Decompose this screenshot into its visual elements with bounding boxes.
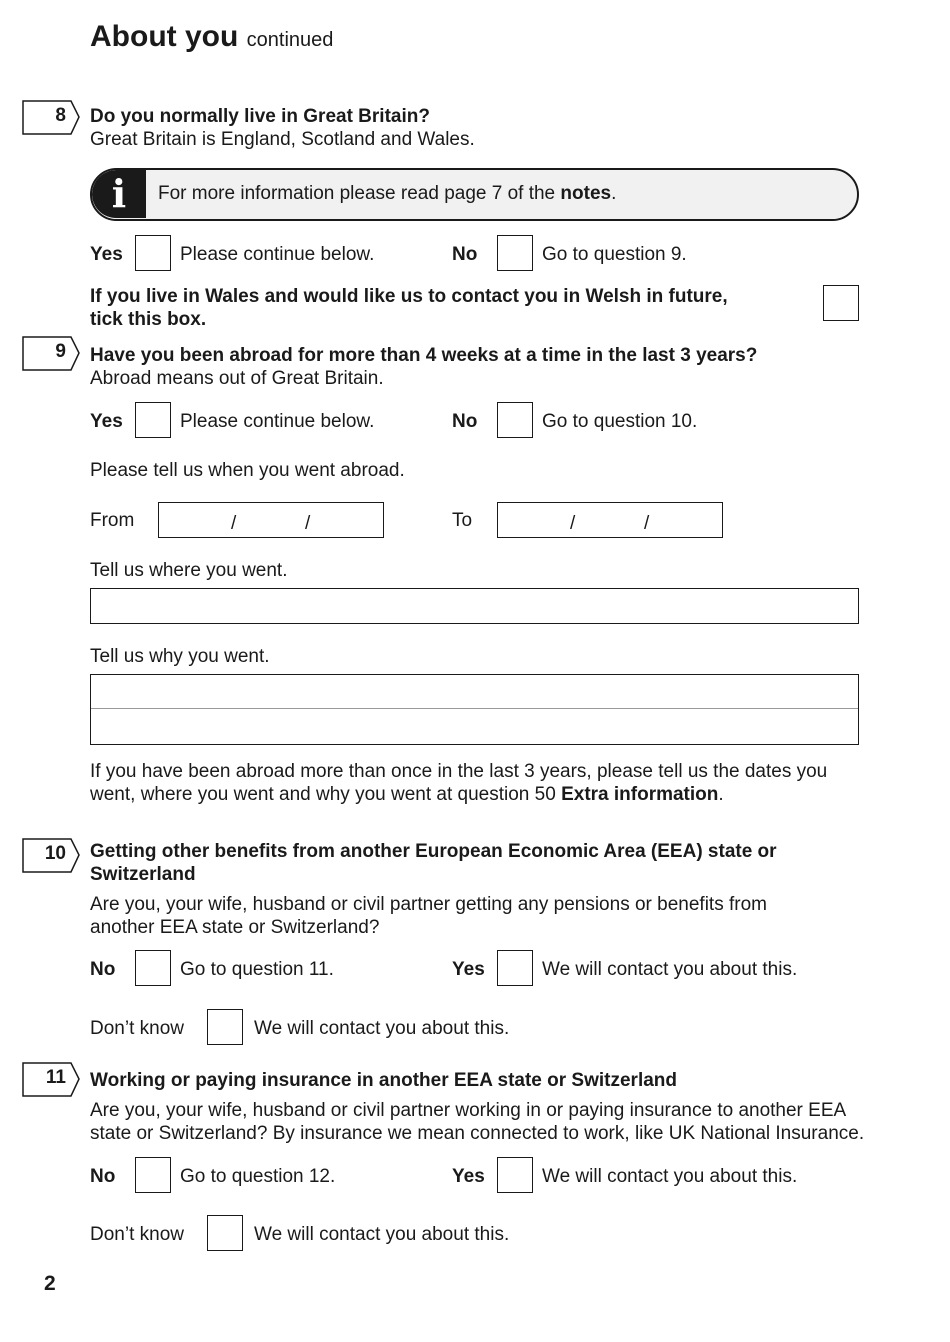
q8-no-checkbox[interactable] (497, 235, 533, 271)
welsh-contact-checkbox[interactable] (823, 285, 859, 321)
from-date-field[interactable] (158, 502, 384, 538)
writing-line (91, 708, 858, 709)
yes-label: Yes (452, 959, 485, 980)
info-icon: i (92, 170, 146, 218)
q9-no-checkbox[interactable] (497, 402, 533, 438)
question-heading: Do you normally live in Great Britain? (90, 106, 430, 127)
why-textarea[interactable] (90, 674, 859, 745)
yes-instruction: Please continue below. (180, 411, 375, 432)
when-prompt: Please tell us when you went abroad. (90, 460, 405, 481)
no-label: No (452, 411, 478, 432)
q10-no-checkbox[interactable] (135, 950, 171, 986)
date-separator: / (231, 513, 237, 534)
to-label: To (452, 510, 473, 531)
yes-label: Yes (90, 244, 123, 265)
no-label: No (90, 959, 116, 980)
question-number: 8 (55, 105, 66, 126)
no-label: No (452, 244, 478, 265)
no-label: No (90, 1166, 116, 1187)
why-prompt: Tell us why you went. (90, 646, 270, 667)
extra-info-note-line2: went, where you went and why you went at question 50 Extra information. (90, 784, 724, 805)
question-heading-line2: Switzerland (90, 864, 196, 885)
q9-yes-checkbox[interactable] (135, 402, 171, 438)
info-banner (90, 168, 859, 221)
where-input[interactable] (90, 588, 859, 624)
yes-label: Yes (90, 411, 123, 432)
yes-instruction: We will contact you about this. (542, 959, 798, 980)
extra-info-note-line1: If you have been abroad more than once in the last 3 years, please tell us the dates you (90, 761, 828, 782)
no-instruction: Go to question 11. (180, 959, 334, 980)
q10-dont-know-checkbox[interactable] (207, 1009, 243, 1045)
dont-know-label: Don’t know (90, 1018, 184, 1039)
no-instruction: Go to question 10. (542, 411, 698, 432)
date-separator: / (644, 513, 650, 534)
yes-instruction: Please continue below. (180, 244, 375, 265)
question-body-line1: Are you, your wife, husband or civil partner working in or paying insurance to another EEA (90, 1100, 847, 1121)
q10-yes-checkbox[interactable] (497, 950, 533, 986)
from-label: From (90, 510, 135, 531)
question-help-text: Abroad means out of Great Britain. (90, 368, 384, 389)
question-help-text: Great Britain is England, Scotland and Wales. (90, 129, 475, 150)
no-instruction: Go to question 12. (180, 1166, 336, 1187)
q11-dont-know-checkbox[interactable] (207, 1215, 243, 1251)
welsh-prompt-line2: tick this box. (90, 309, 207, 330)
page-title-text: About you (90, 20, 239, 53)
question-number-badge (22, 336, 80, 370)
question-number: 9 (55, 341, 66, 362)
yes-instruction: We will contact you about this. (542, 1166, 798, 1187)
to-date-field[interactable] (497, 502, 723, 538)
q11-no-checkbox[interactable] (135, 1157, 171, 1193)
info-message: For more information please read page 7 of the notes. (158, 183, 617, 204)
welsh-prompt-line1: If you live in Wales and would like us to contact you in Welsh in future, (90, 286, 728, 307)
question-heading: Working or paying insurance in another EEA state or Switzerland (90, 1070, 677, 1091)
question-heading: Have you been abroad for more than 4 weeks at a time in the last 3 years? (90, 345, 758, 366)
page-number: 2 (44, 1272, 56, 1295)
question-body-line1: Are you, your wife, husband or civil partner getting any pensions or benefits from (90, 894, 767, 915)
date-separator: / (305, 513, 311, 534)
q11-yes-checkbox[interactable] (497, 1157, 533, 1193)
date-separator: / (570, 513, 576, 534)
question-number: 11 (45, 1067, 66, 1088)
dont-know-label: Don’t know (90, 1224, 184, 1245)
q8-yes-checkbox[interactable] (135, 235, 171, 271)
question-number-badge (22, 838, 80, 872)
dont-know-instruction: We will contact you about this. (254, 1018, 510, 1039)
question-body-line2: state or Switzerland? By insurance we mean connected to work, like UK National Insurance. (90, 1123, 865, 1144)
question-number-badge (22, 100, 80, 134)
question-heading-line1: Getting other benefits from another European Economic Area (EEA) state or (90, 841, 777, 862)
page-subtitle: continued (246, 29, 334, 51)
question-body-line2: another EEA state or Switzerland? (90, 917, 380, 938)
where-prompt: Tell us where you went. (90, 560, 288, 581)
question-number: 10 (44, 843, 66, 864)
page-title (90, 20, 333, 54)
dont-know-instruction: We will contact you about this. (254, 1224, 510, 1245)
yes-label: Yes (452, 1166, 485, 1187)
question-number-badge (22, 1062, 80, 1096)
no-instruction: Go to question 9. (542, 244, 687, 265)
